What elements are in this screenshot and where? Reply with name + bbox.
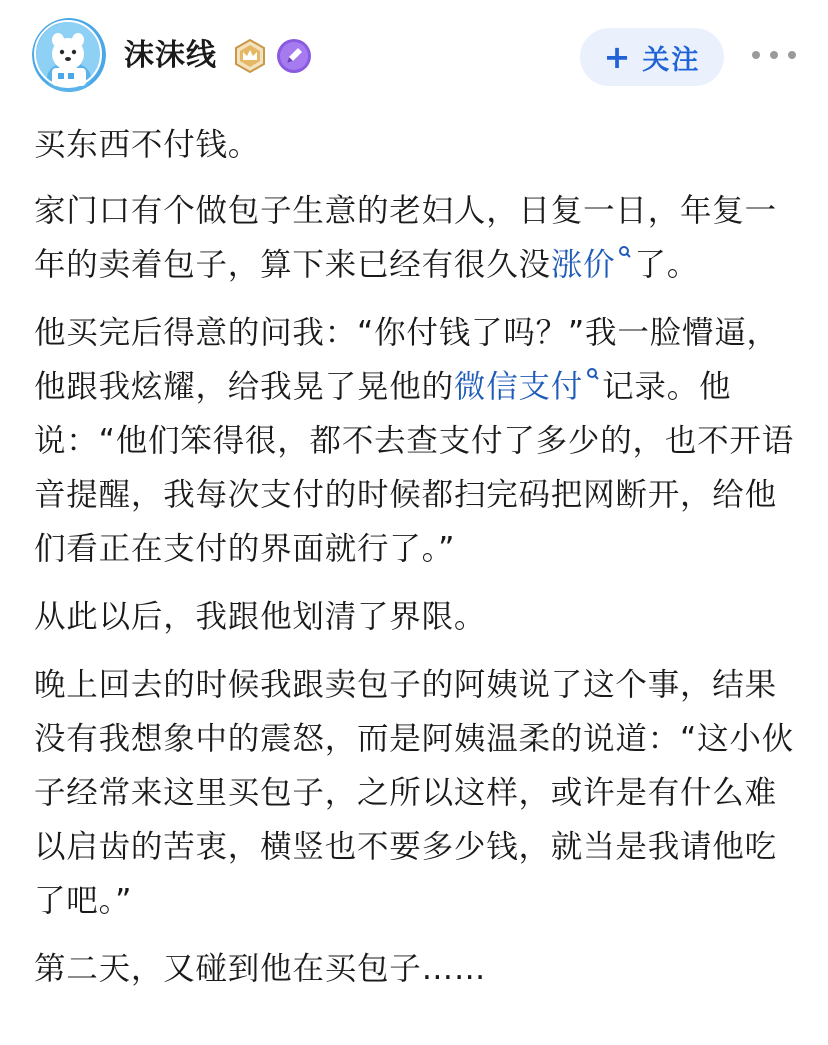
paragraph-2-text-end: 了。: [634, 247, 700, 283]
post-header: [0, 0, 828, 112]
follow-button[interactable]: [580, 28, 724, 86]
paragraph-5: 晚上回去的时候我跟卖包子的阿姨说了这个事，结果没有我想象中的震怒，而是阿姨温柔的说道：“这小伙子经常来这里买包子，之所以这样，或许是有什么难以启齿的苦衷，横竖也不要多少钱，就当是我请他吃了吧。”: [34, 667, 795, 919]
avatar-image: [32, 18, 106, 92]
paragraph-4: 从此以后，我跟他划清了界限。: [34, 599, 487, 635]
paragraph-6: 第二天，又碰到他在买包子……: [34, 951, 487, 987]
search-icon[interactable]: [618, 245, 632, 263]
post-body: [34, 118, 804, 1010]
plus-icon: +: [603, 38, 633, 76]
paragraph-3: [34, 306, 804, 576]
keyword-link-wechat-pay[interactable]: 微信支付: [453, 369, 584, 405]
dot: [788, 51, 796, 59]
paragraph-1: 买东西不付钱。: [34, 127, 261, 163]
dot: [752, 51, 760, 59]
paragraph-3-text: 他买完后得意的问我：“你付钱了吗？”我一脸懵逼，他跟我炫耀，给我晃了晃他的: [34, 315, 779, 405]
pen-badge-icon[interactable]: [276, 38, 312, 74]
follow-label: 关注: [642, 44, 701, 76]
crown-badge-icon[interactable]: [233, 39, 267, 73]
dot: [770, 51, 778, 59]
search-icon[interactable]: [586, 367, 600, 385]
author-name[interactable]: 沫沫线: [124, 38, 217, 73]
paragraph-2-text: 家门口有个做包子生意的老妇人，日复一日，年复一年的卖着包子，算下来已经有很久没: [34, 193, 777, 283]
more-dots-icon[interactable]: [752, 40, 796, 70]
keyword-link-price[interactable]: 涨价: [550, 247, 616, 283]
paragraph-2: [34, 184, 804, 292]
author-avatar[interactable]: [32, 18, 106, 92]
paragraph-3-text-end: 记录。他说：“他们笨得很，都不去查支付了多少的，也不开语音提醒，我每次支付的时候都扫完码把网断开，给他们看正在支付的界面就行了。”: [34, 369, 795, 567]
